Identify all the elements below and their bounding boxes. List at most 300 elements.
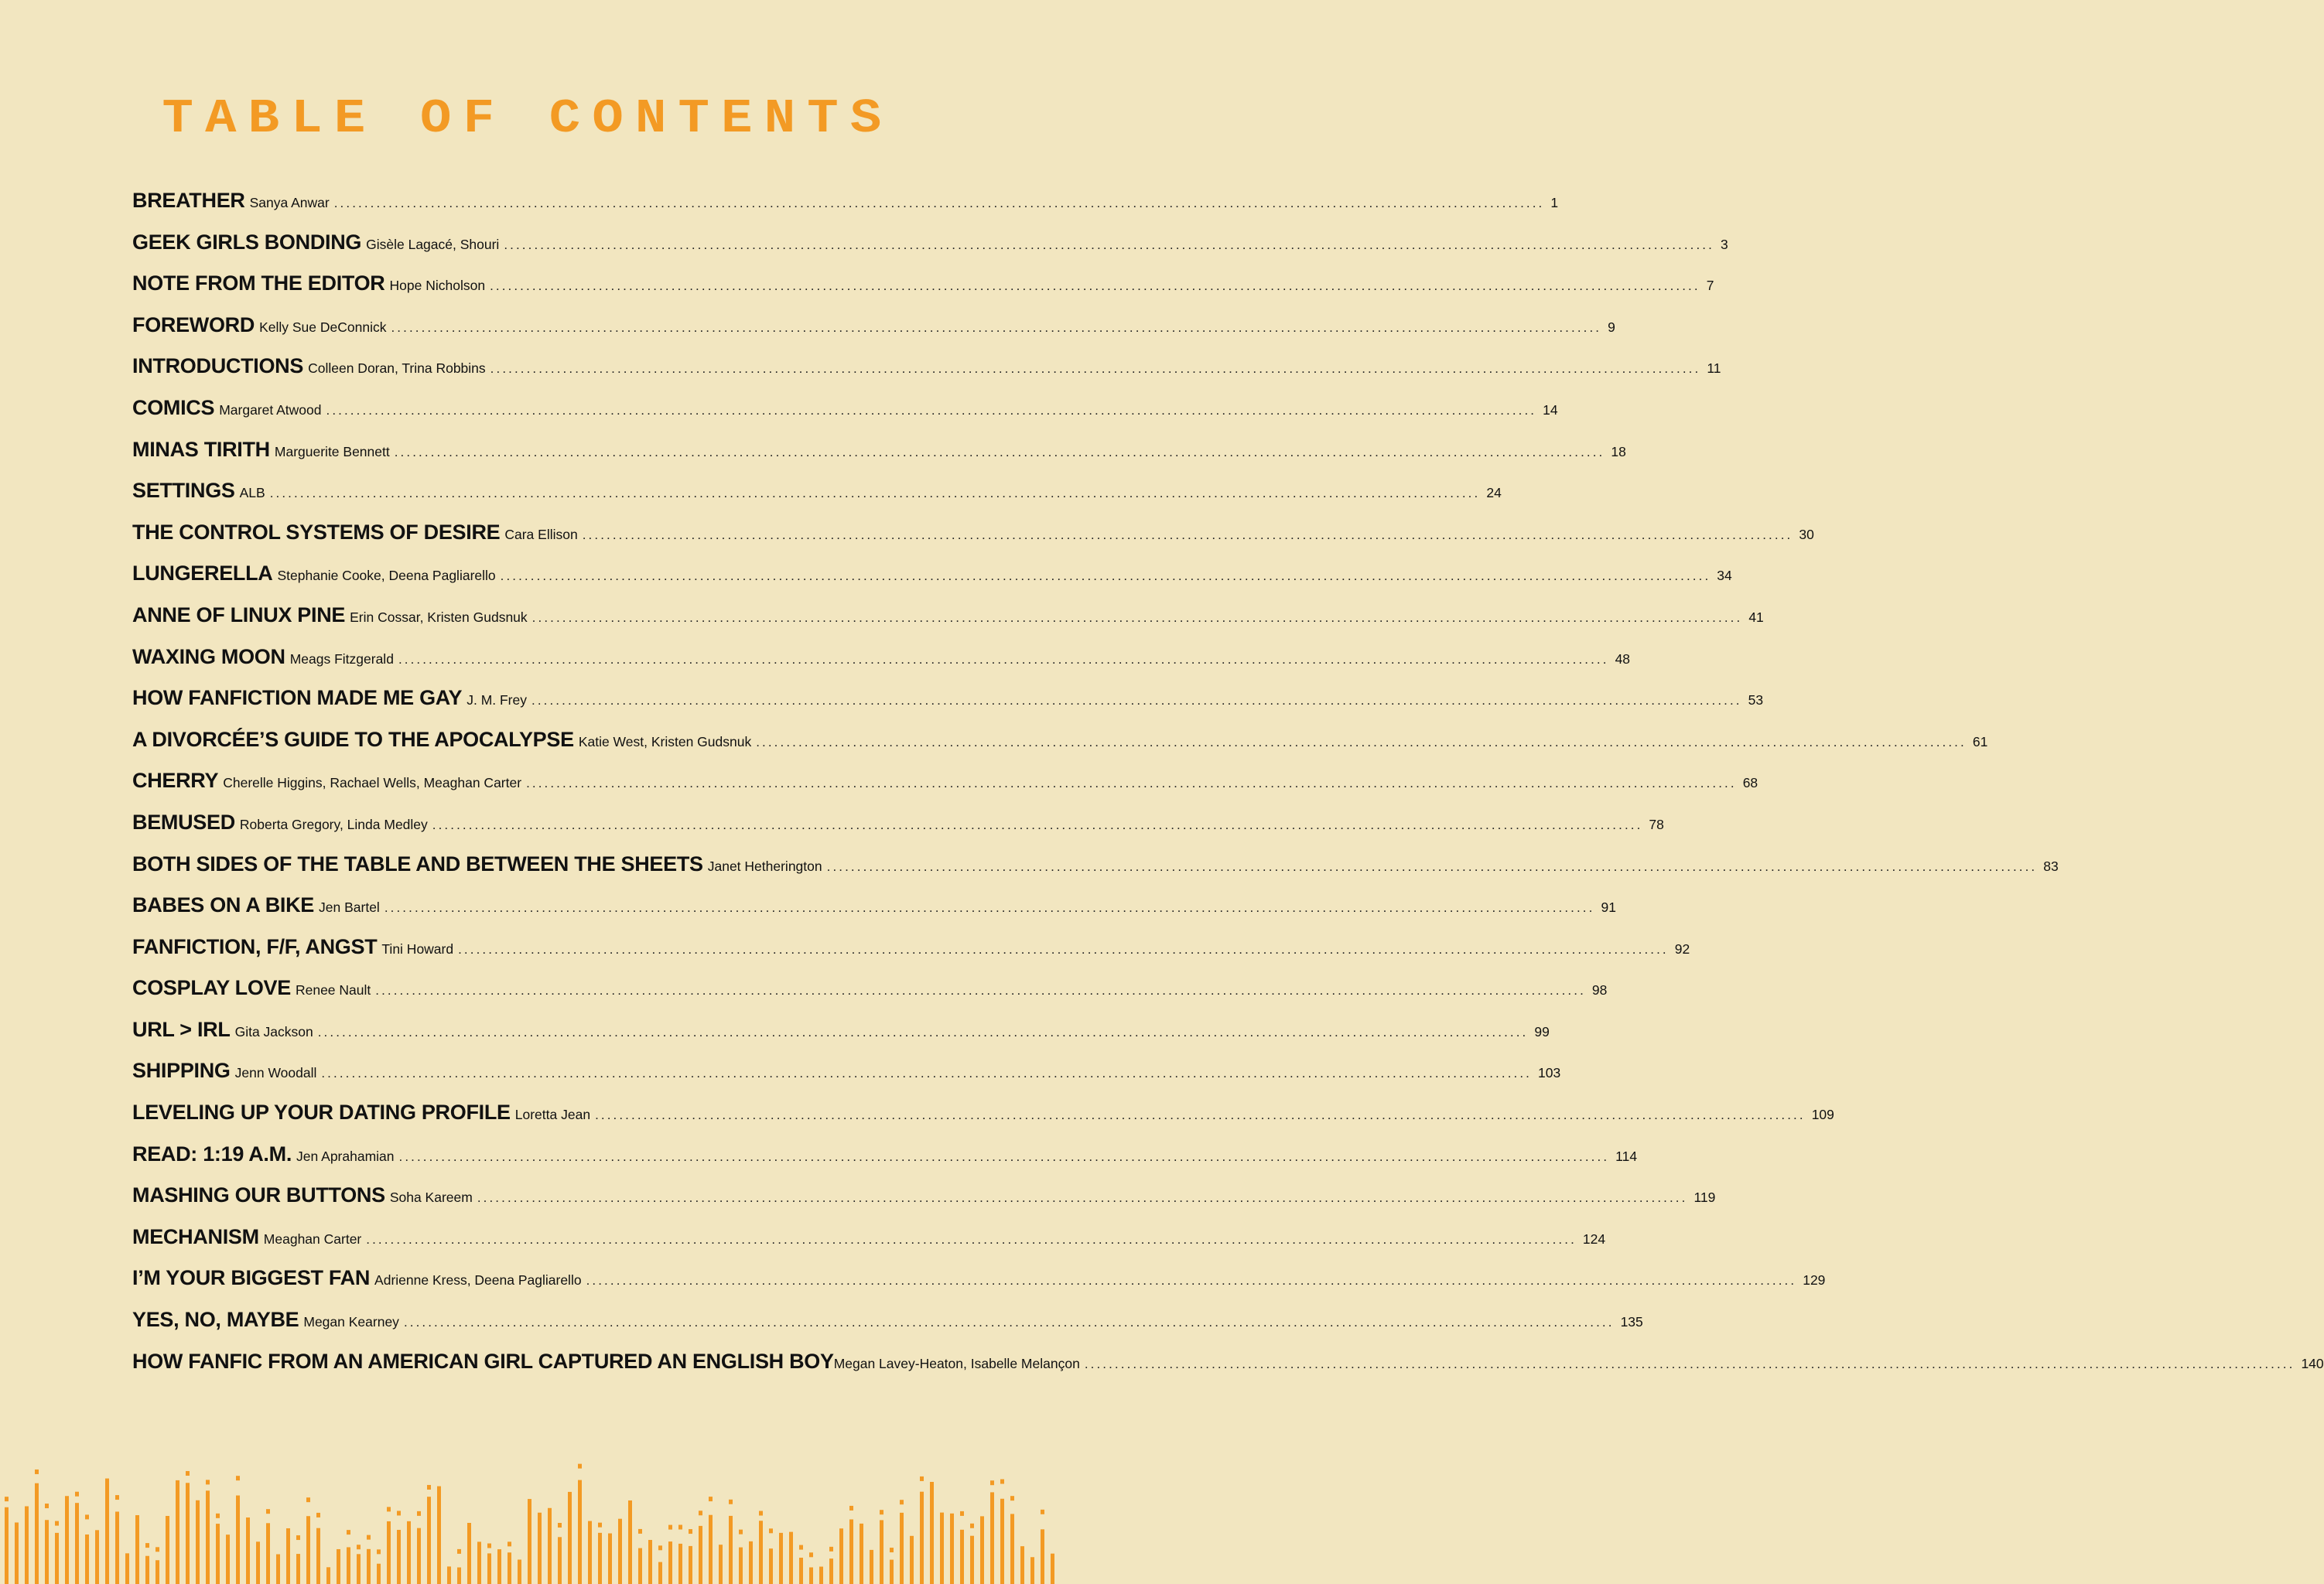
entry-page: 1: [1550, 195, 1559, 210]
entry-page: 109: [1811, 1107, 1834, 1123]
entry-author: J. M. Frey: [467, 692, 527, 708]
pixel-bar: [598, 1533, 602, 1584]
pixel-bar: [900, 1513, 904, 1584]
pixel-dot: [85, 1514, 89, 1519]
dot-leader: ........................................................................................................................................................................................................: [333, 196, 1545, 210]
dot-leader: ........................................................................................................................................................................................................: [1084, 1356, 2295, 1371]
pixel-bar: [890, 1560, 894, 1584]
pixel-dot: [156, 1547, 159, 1552]
pixel-dot: [658, 1545, 662, 1550]
pixel-bar: [980, 1516, 984, 1584]
entry-title: FANFICTION, F/F, ANGST: [132, 934, 378, 958]
pixel-bar: [125, 1553, 129, 1584]
toc-entry[interactable]: [132, 976, 1608, 1018]
pixel-bar: [347, 1547, 350, 1584]
pixel-dot: [316, 1513, 320, 1517]
entry-title: SETTINGS: [132, 479, 235, 503]
pixel-bar: [35, 1483, 39, 1584]
entry-title: MASHING OUR BUTTONS: [132, 1183, 385, 1207]
pixel-bar: [870, 1550, 873, 1584]
pixel-bar: [316, 1528, 320, 1584]
entry-title: SHIPPING: [132, 1059, 231, 1083]
pixel-dot: [990, 1480, 994, 1485]
entry-title: I’M YOUR BIGGEST FAN: [132, 1266, 371, 1290]
pixel-bar: [115, 1511, 119, 1584]
pixel-bar: [538, 1513, 542, 1584]
entry-title: GEEK GIRLS BONDING: [132, 230, 362, 254]
dot-leader: ........................................................................................................................................................................................................: [586, 1273, 1797, 1289]
pixel-dot: [45, 1504, 49, 1508]
pixel-bar: [779, 1533, 783, 1584]
pixel-dot: [397, 1511, 401, 1515]
dot-leader: ........................................................................................................................................................................................................: [375, 983, 1586, 999]
toc-entry[interactable]: [132, 769, 1758, 811]
pixel-dot: [709, 1497, 713, 1501]
entry-page: 119: [1693, 1190, 1716, 1206]
page-title-text: TABLE OF CONTENTS: [162, 91, 894, 146]
dot-leader: ........................................................................................................................................................................................................: [317, 1024, 1529, 1040]
pixel-bar: [65, 1496, 69, 1584]
pixel-dot: [880, 1510, 883, 1514]
entry-title: BREATHER: [132, 189, 245, 212]
pixel-dot: [236, 1476, 240, 1480]
pixel-bar: [437, 1487, 441, 1584]
entry-title: URL > IRL: [132, 1017, 231, 1041]
pixel-bar: [357, 1554, 361, 1584]
entry-author: Meaghan Carter: [263, 1231, 362, 1247]
pixel-dot: [5, 1497, 9, 1501]
pixel-dot: [55, 1521, 59, 1526]
pixel-dot: [960, 1511, 964, 1516]
pixel-bar: [548, 1508, 552, 1584]
toc-entry[interactable]: [132, 1142, 1638, 1184]
pixel-bar: [145, 1556, 149, 1584]
pixel-bar: [628, 1500, 632, 1584]
pixel-dot: [759, 1511, 763, 1516]
entry-title: COSPLAY LOVE: [132, 976, 291, 1000]
pixel-bar: [970, 1536, 974, 1584]
entry-page: 91: [1601, 900, 1616, 916]
entry-page: 11: [1707, 360, 1721, 377]
entry-page: 53: [1748, 692, 1764, 708]
toc-entry[interactable]: [132, 395, 1558, 438]
pixel-bar: [467, 1523, 471, 1584]
pixel-bar: [689, 1546, 692, 1584]
entry-title: A DIVORCÉE’S GUIDE TO THE APOCALYPSE: [132, 727, 574, 751]
toc-entry[interactable]: [132, 354, 1721, 396]
pixel-bar: [1030, 1557, 1034, 1584]
pixel-bar: [266, 1523, 270, 1584]
page-title: [0, 91, 1056, 146]
pixel-dot: [598, 1523, 602, 1528]
entry-title: BEMUSED: [132, 810, 235, 834]
pixel-bar: [849, 1519, 853, 1584]
entry-page: 14: [1543, 401, 1558, 418]
entry-page: 98: [1591, 982, 1608, 999]
entry-page: 135: [1620, 1314, 1643, 1330]
pixel-dot: [306, 1497, 310, 1502]
entry-page: 78: [1649, 816, 1664, 832]
pixel-dot: [216, 1514, 220, 1518]
pixel-bar: [156, 1560, 159, 1584]
toc-entry[interactable]: [132, 1349, 2324, 1374]
pixel-bar: [518, 1559, 521, 1584]
table-of-contents: [132, 189, 2324, 1374]
entry-author: Soha Kareem: [389, 1190, 473, 1206]
entry-page: 24: [1486, 485, 1502, 501]
entry-author: Colleen Doran, Trina Robbins: [308, 360, 486, 377]
entry-page: 48: [1615, 650, 1631, 667]
entry-author: Tini Howard: [381, 940, 454, 957]
pixel-bar: [286, 1528, 290, 1584]
pixel-bar: [497, 1549, 501, 1584]
pixel-dot: [115, 1495, 119, 1500]
entry-author: Marguerite Bennett: [274, 443, 390, 459]
entry-title: COMICS: [132, 395, 215, 419]
entry-author: Gita Jackson: [234, 1023, 313, 1040]
pixel-dot: [145, 1543, 149, 1548]
pixel-dot: [920, 1476, 924, 1481]
dot-leader: ........................................................................................................................................................................................................: [403, 1315, 1615, 1330]
pixel-dot: [357, 1545, 361, 1549]
toc-entry[interactable]: [132, 520, 1814, 562]
pixel-bar: [648, 1540, 652, 1584]
dot-leader: ........................................................................................................................................................................................................: [531, 693, 1742, 708]
dot-leader: ........................................................................................................................................................................................................: [321, 1066, 1532, 1081]
pixel-bar: [749, 1541, 753, 1584]
dot-leader: ........................................................................................................................................................................................................: [366, 1231, 1577, 1247]
entry-title: THE CONTROL SYSTEMS OF DESIRE: [132, 520, 501, 544]
pixel-bar: [447, 1566, 451, 1584]
toc-entry[interactable]: [132, 230, 1728, 272]
toc-entry[interactable]: [132, 189, 1559, 230]
entry-title: ANNE OF LINUX PINE: [132, 603, 346, 626]
pixel-dot: [739, 1530, 743, 1534]
entry-author: Janet Hetherington: [707, 858, 822, 874]
pixel-dot: [689, 1529, 692, 1534]
pixel-dot: [457, 1549, 461, 1554]
pixel-bar: [930, 1482, 934, 1584]
entry-author: Gisèle Lagacé, Shouri: [366, 236, 500, 252]
pixel-bar: [135, 1515, 139, 1584]
pixel-bar: [709, 1515, 713, 1584]
entry-page: 103: [1538, 1065, 1561, 1081]
pixel-dot: [668, 1525, 672, 1530]
pixel-bar: [668, 1541, 672, 1584]
pixel-bar: [166, 1516, 169, 1584]
pixel-bar: [296, 1554, 300, 1584]
pixel-bar: [719, 1545, 723, 1584]
dot-leader: ........................................................................................................................................................................................................: [490, 278, 1700, 294]
entry-author: Jen Aprahamian: [296, 1148, 395, 1164]
entry-title: FOREWORD: [132, 312, 255, 336]
entry-page: 30: [1799, 526, 1814, 542]
toc-entry[interactable]: [132, 810, 1664, 852]
dot-leader: ........................................................................................................................................................................................................: [384, 900, 1595, 916]
pixel-bar: [326, 1567, 330, 1584]
toc-entry[interactable]: [132, 686, 1764, 728]
pixel-bar: [880, 1520, 883, 1584]
pixel-dot: [347, 1530, 350, 1534]
pixel-dot: [900, 1500, 904, 1504]
entry-title: YES, NO, MAYBE: [132, 1308, 299, 1332]
pixel-bar: [457, 1568, 461, 1584]
pixel-bar: [920, 1492, 924, 1584]
pixel-bar: [276, 1555, 280, 1584]
entry-page: 41: [1748, 609, 1764, 625]
pixel-bar: [176, 1480, 179, 1584]
entry-page: 83: [2043, 858, 2059, 874]
entry-author: Loretta Jean: [514, 1107, 591, 1123]
pixel-dot: [578, 1464, 582, 1469]
pixel-dot: [427, 1485, 431, 1490]
pixel-bar: [699, 1526, 702, 1584]
entry-page: 9: [1608, 319, 1615, 335]
pixel-bar: [990, 1492, 994, 1584]
pixel-bar: [658, 1562, 662, 1584]
toc-entry[interactable]: [132, 562, 1732, 603]
entry-page: 129: [1803, 1272, 1826, 1289]
pixel-bar: [256, 1541, 260, 1584]
dot-leader: ........................................................................................................................................................................................................: [531, 609, 1743, 625]
dot-leader: ........................................................................................................................................................................................................: [269, 486, 1481, 501]
entry-author: Meags Fitzgerald: [289, 650, 394, 667]
pixel-bar: [487, 1553, 491, 1584]
entry-author: Margaret Atwood: [219, 401, 322, 418]
pixel-dot: [487, 1544, 491, 1548]
toc-entry[interactable]: [132, 893, 1616, 935]
pixel-bar: [55, 1533, 59, 1584]
pixel-dot: [387, 1507, 391, 1511]
entry-title: MINAS TIRITH: [132, 437, 270, 461]
pixel-bar: [1051, 1554, 1054, 1584]
pixel-bar: [568, 1492, 572, 1584]
toc-entry[interactable]: [132, 727, 1988, 770]
entry-author: Stephanie Cooke, Deena Pagliarello: [277, 568, 496, 584]
dot-leader: ........................................................................................................................................................................................................: [398, 651, 1609, 667]
pixel-dot: [417, 1511, 421, 1516]
pixel-bar: [789, 1532, 793, 1584]
pixel-bar: [387, 1521, 391, 1584]
pixel-dot: [678, 1525, 682, 1530]
dot-leader: ........................................................................................................................................................................................................: [490, 361, 1701, 377]
dot-leader: ........................................................................................................................................................................................................: [326, 402, 1537, 418]
toc-entry[interactable]: [132, 437, 1626, 480]
toc-entry[interactable]: [132, 1059, 1561, 1101]
entry-title: NOTE FROM THE EDITOR: [132, 271, 385, 295]
dot-leader: ........................................................................................................................................................................................................: [504, 237, 1714, 252]
entry-title: LEVELING UP YOUR DATING PROFILE: [132, 1101, 511, 1125]
pixel-bar: [819, 1567, 823, 1584]
toc-entry[interactable]: [132, 1266, 1826, 1308]
entry-page: 68: [1742, 775, 1758, 791]
pixel-bar: [417, 1528, 421, 1584]
pixel-dot: [1010, 1496, 1014, 1500]
pixel-dot: [849, 1506, 853, 1511]
toc-entry[interactable]: [132, 1183, 1716, 1225]
pixel-bar: [508, 1552, 511, 1584]
dot-leader: ........................................................................................................................................................................................................: [458, 941, 1669, 957]
pixel-bar: [829, 1558, 833, 1584]
pixel-bar: [427, 1497, 431, 1584]
entry-title: WAXING MOON: [132, 644, 285, 668]
pixel-dot: [799, 1545, 803, 1550]
pixel-bar: [739, 1548, 743, 1584]
pixel-bar: [407, 1521, 411, 1584]
pixel-bar: [528, 1499, 531, 1584]
pixel-bar: [85, 1534, 89, 1584]
pixel-dot: [558, 1523, 562, 1528]
entry-page: 7: [1706, 278, 1714, 294]
entry-page: 18: [1611, 443, 1626, 459]
pixel-bar: [910, 1536, 914, 1584]
entry-author: Katie West, Kristen Gudsnuk: [578, 733, 752, 749]
toc-entry[interactable]: [132, 1017, 1550, 1060]
pixel-dot: [699, 1511, 702, 1515]
entry-author: Cara Ellison: [504, 526, 578, 542]
toc-entry[interactable]: [132, 1224, 1606, 1267]
entry-page: 114: [1615, 1148, 1638, 1164]
toc-entry[interactable]: [132, 479, 1502, 521]
pixel-bar: [678, 1544, 682, 1584]
pixel-dot: [296, 1535, 300, 1540]
entry-page: 140: [2301, 1355, 2324, 1371]
entry-author: Hope Nicholson: [389, 278, 486, 294]
pixel-dot: [829, 1547, 833, 1552]
toc-entry[interactable]: [132, 312, 1615, 355]
toc-entry[interactable]: [132, 603, 1764, 645]
pixel-bar: [608, 1534, 612, 1584]
dot-leader: ........................................................................................................................................................................................................: [526, 776, 1737, 791]
entry-title: HOW FANFIC FROM AN AMERICAN GIRL CAPTURED AN ENGLISH BOY: [132, 1349, 834, 1373]
pixel-bar: [216, 1524, 220, 1584]
entry-author: Megan Kearney: [303, 1314, 399, 1330]
pixel-bar: [809, 1567, 813, 1584]
toc-entry[interactable]: [132, 852, 2059, 894]
toc-entry[interactable]: [132, 1101, 1834, 1142]
entry-author: Erin Cossar, Kristen Gudsnuk: [350, 609, 528, 625]
entry-author: Adrienne Kress, Deena Pagliarello: [374, 1272, 582, 1289]
toc-entry[interactable]: [132, 644, 1631, 687]
pixel-bar: [5, 1507, 9, 1584]
entry-page: 61: [1972, 733, 1988, 749]
pixel-bar: [25, 1506, 29, 1584]
entry-author: Megan Lavey-Heaton, Isabelle Melançon: [833, 1355, 1080, 1371]
pixel-bar: [246, 1517, 250, 1584]
pixel-bar: [1000, 1499, 1004, 1584]
dot-leader: ........................................................................................................................................................................................................: [582, 527, 1793, 542]
entry-author: Kelly Sue DeConnick: [259, 319, 387, 335]
entry-author: Jen Bartel: [319, 900, 380, 916]
dot-leader: ........................................................................................................................................................................................................: [826, 859, 2038, 874]
dot-leader: ........................................................................................................................................................................................................: [394, 444, 1605, 459]
pixel-bar: [105, 1479, 109, 1584]
pixel-bar: [769, 1548, 773, 1584]
pixel-bar: [940, 1513, 944, 1584]
pixel-bar: [206, 1490, 210, 1584]
entry-title: LUNGERELLA: [132, 562, 273, 585]
entry-title: READ: 1:19 A.M.: [132, 1142, 292, 1166]
pixel-bar: [367, 1549, 371, 1584]
entry-author: Roberta Gregory, Linda Medley: [239, 816, 428, 832]
pixel-bar: [960, 1530, 964, 1584]
pixel-dot: [970, 1524, 974, 1528]
pixel-bar: [45, 1520, 49, 1584]
entry-page: 92: [1674, 940, 1690, 957]
pixel-bar: [759, 1521, 763, 1584]
entry-title: BABES ON A BIKE: [132, 893, 315, 917]
pixel-bar: [588, 1521, 592, 1584]
pixel-bar: [1041, 1529, 1044, 1584]
pixel-bar: [860, 1524, 863, 1584]
pixel-bar: [306, 1516, 310, 1584]
entry-title: MECHANISM: [132, 1224, 259, 1248]
pixel-dot: [729, 1500, 733, 1504]
entry-author: Sanya Anwar: [249, 195, 330, 210]
dot-leader: ........................................................................................................................................................................................................: [595, 1108, 1806, 1123]
dot-leader: ........................................................................................................................................................................................................: [398, 1149, 1610, 1164]
entry-title: HOW FANFICTION MADE ME GAY: [132, 686, 463, 710]
toc-entry[interactable]: [132, 1308, 1643, 1350]
pixel-bar: [1020, 1546, 1024, 1584]
pixel-dot: [638, 1529, 642, 1534]
entry-page: 99: [1534, 1023, 1550, 1040]
pixel-dot: [377, 1549, 381, 1554]
pixel-bar: [186, 1483, 190, 1584]
toc-entry[interactable]: [132, 934, 1690, 977]
pixel-dot: [1000, 1479, 1004, 1483]
pixel-bar: [839, 1528, 843, 1584]
pixel-dot: [35, 1470, 39, 1474]
pixel-bar: [1010, 1514, 1014, 1584]
pixel-bar: [799, 1558, 803, 1584]
pixel-bar: [729, 1516, 733, 1584]
pixel-dot: [890, 1548, 894, 1552]
pixel-bar: [226, 1534, 230, 1584]
pixel-dot: [206, 1480, 210, 1484]
pixel-dot: [75, 1492, 79, 1497]
toc-entry[interactable]: [132, 271, 1714, 313]
dot-leader: ........................................................................................................................................................................................................: [477, 1190, 1688, 1206]
pixel-bar: [477, 1541, 481, 1584]
pixel-dot: [367, 1535, 371, 1540]
pixel-bar: [95, 1530, 99, 1584]
pixel-bar: [397, 1530, 401, 1584]
pixel-bar: [236, 1496, 240, 1584]
pixel-dot: [769, 1528, 773, 1533]
entry-author: Cherelle Higgins, Rachael Wells, Meaghan Carter: [223, 775, 522, 791]
pixel-bar: [558, 1537, 562, 1584]
entry-author: Jenn Woodall: [234, 1065, 317, 1081]
pixel-dot: [809, 1552, 813, 1557]
entry-title: INTRODUCTIONS: [132, 354, 304, 378]
pixel-bar: [578, 1480, 582, 1584]
entry-title: CHERRY: [132, 769, 219, 793]
dot-leader: ........................................................................................................................................................................................................: [391, 319, 1602, 335]
pixel-bar: [196, 1500, 200, 1584]
pixel-bar-decoration: [0, 1470, 1056, 1584]
pixel-bar: [950, 1514, 954, 1584]
dot-leader: ........................................................................................................................................................................................................: [500, 568, 1711, 584]
pixel-dot: [186, 1471, 190, 1476]
entry-author: Renee Nault: [295, 982, 371, 999]
dot-leader: ........................................................................................................................................................................................................: [432, 817, 1643, 832]
pixel-bar: [337, 1549, 340, 1584]
entry-page: 3: [1720, 236, 1728, 252]
dot-leader: ........................................................................................................................................................................................................: [756, 734, 1967, 749]
pixel-dot: [1041, 1510, 1044, 1514]
pixel-bar: [638, 1548, 642, 1584]
